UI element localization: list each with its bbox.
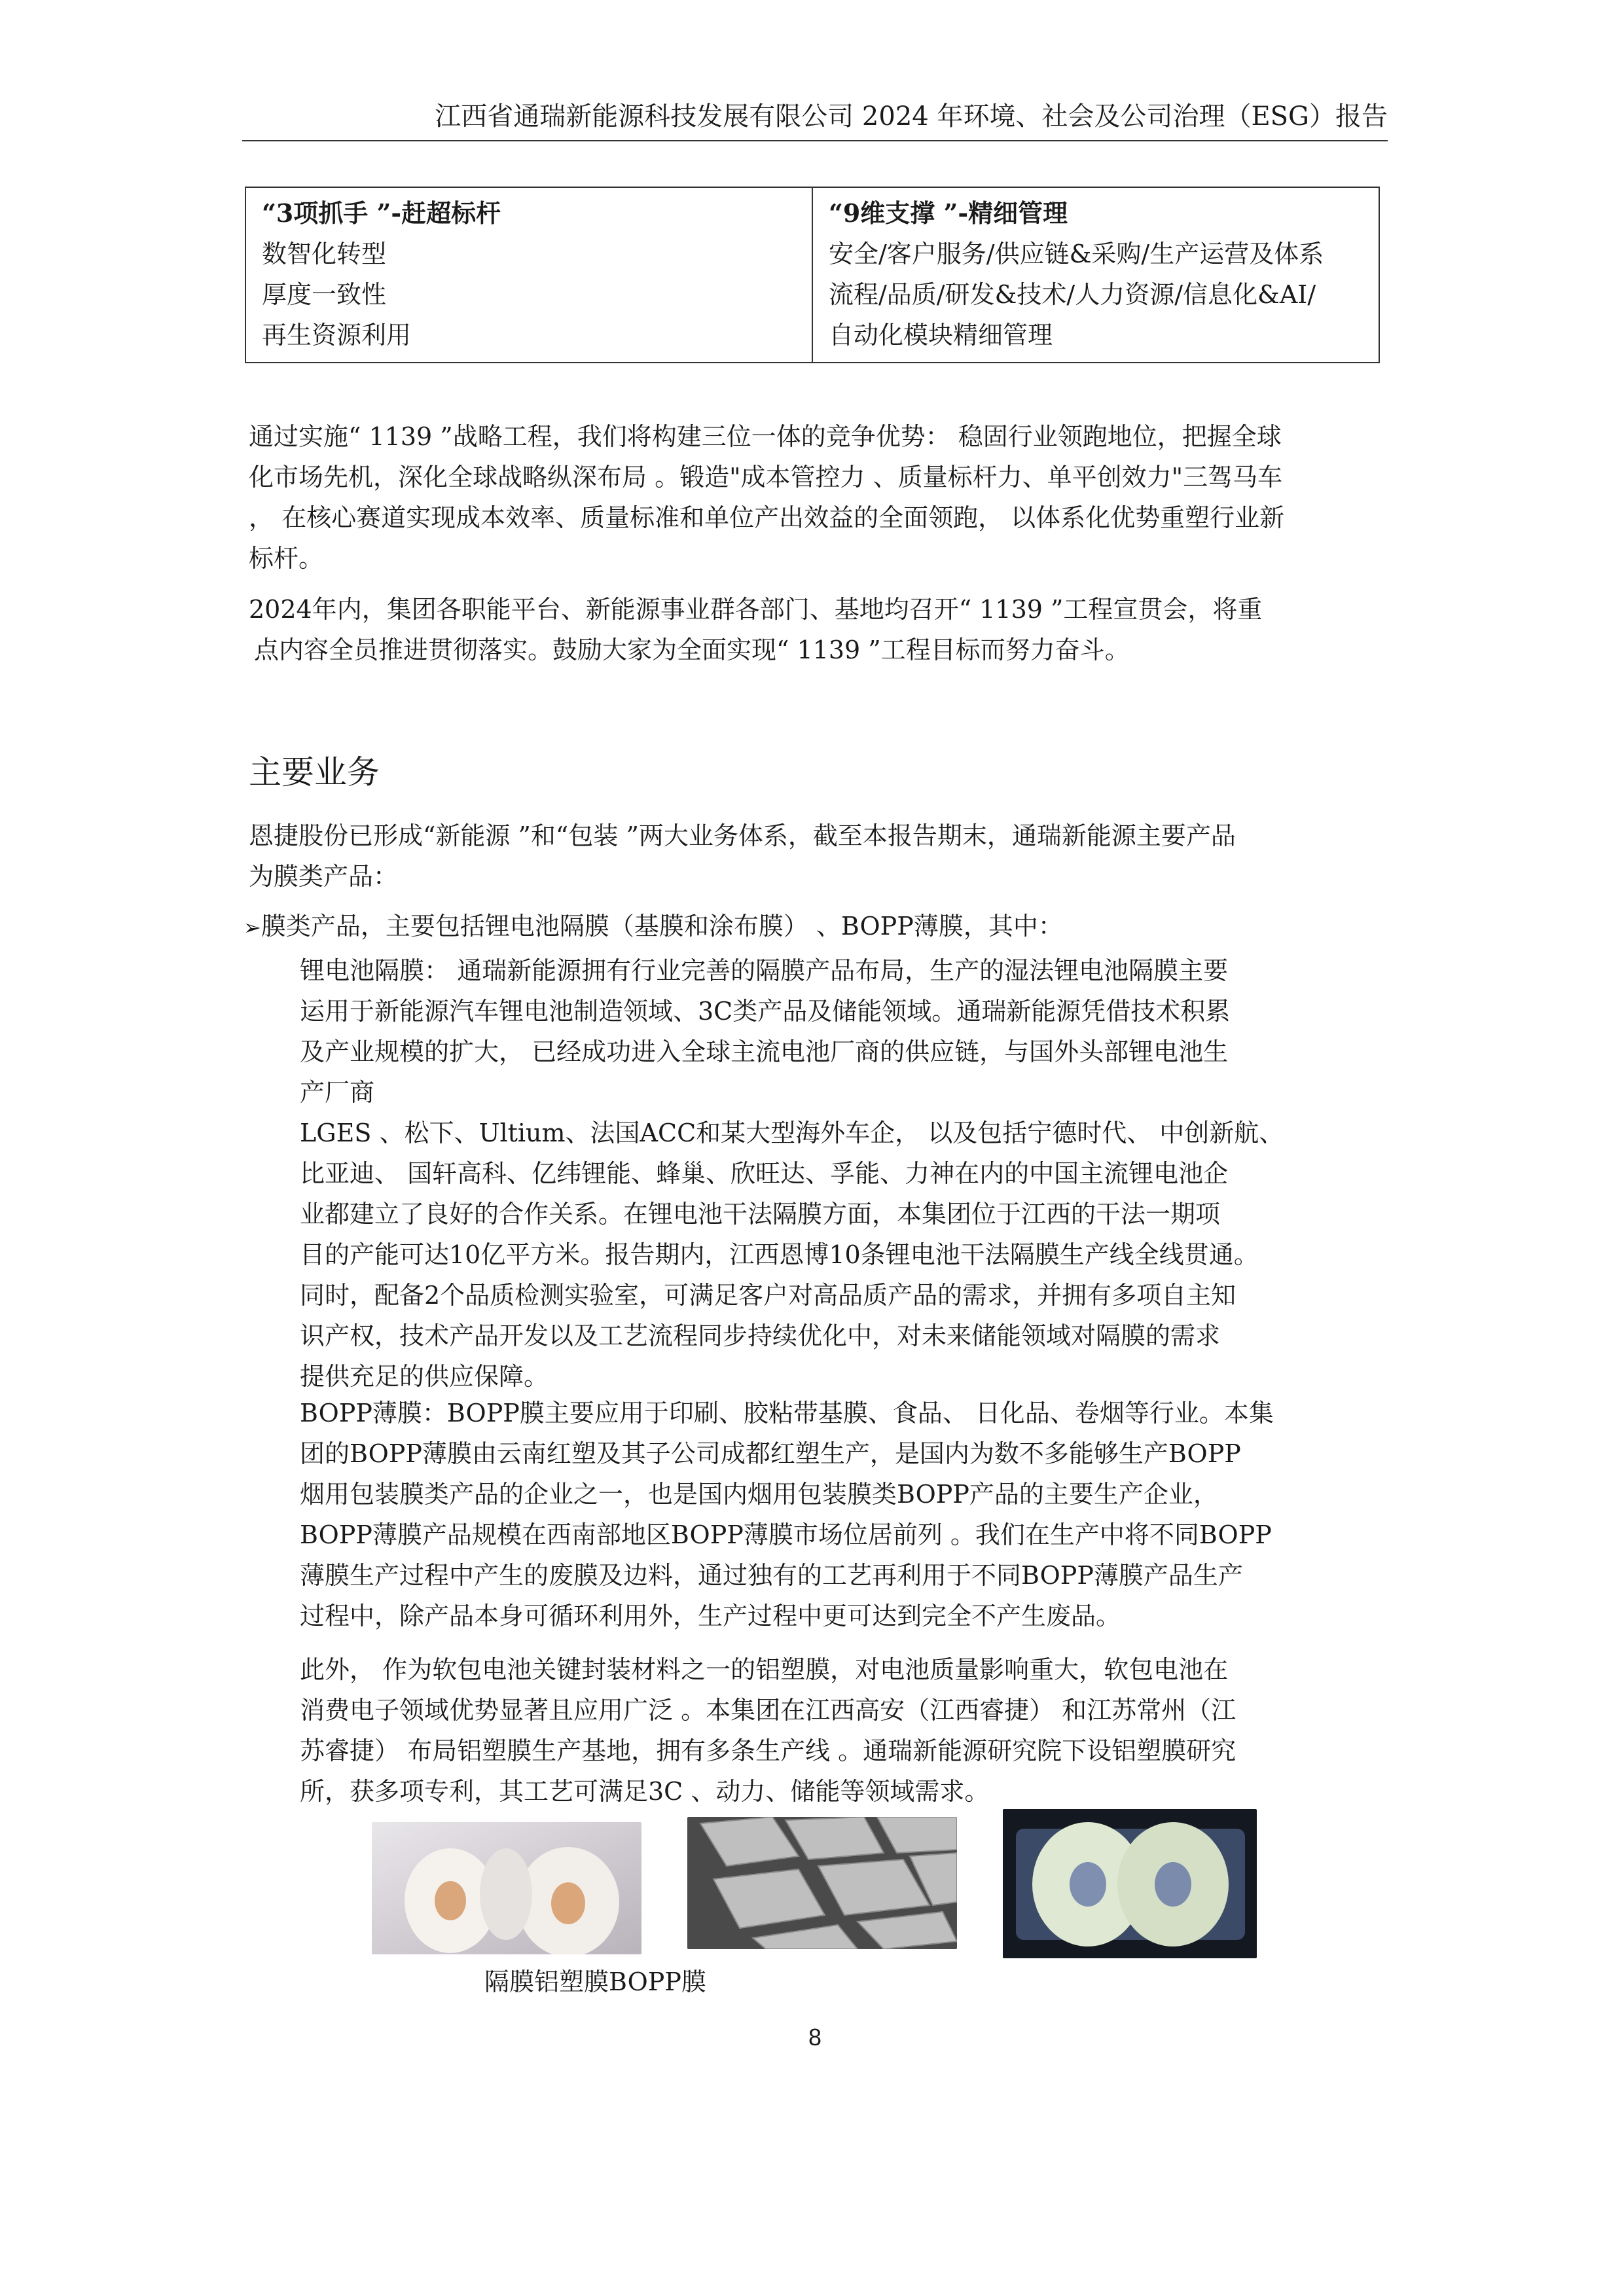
strategy-table [245,187,1380,363]
text-line: 提供充足的供应保障。 [300,1362,549,1391]
text-line: 运用于新能源汽车锂电池制造领域、3C类产品及储能领域。通瑞新能源凭借技术积累 [300,997,1231,1026]
text-line: 及产业规模的扩大， 已经成功进入全球主流电池厂商的供应链，与国外头部锂电池生 [300,1037,1229,1066]
text-line: ， 在核心赛道实现成本效率、质量标准和单位产出效益的全面领跑， 以体系化优势重塑行业新 [249,503,1285,532]
text-line: 恩捷股份已形成“新能源 ”和“包装 ”两大业务体系，截至本报告期末，通瑞新能源主要产品 [249,821,1236,850]
text-line: 所，获多项专利，其工艺可满足3C 、动力、储能等领域需求。 [300,1777,990,1806]
strategy-left-item: 再生资源利用 [262,321,412,350]
text-line: 烟用包装膜类产品的企业之一，也是国内烟用包装膜类BOPP产品的主要生产企业， [300,1480,1218,1509]
strategy-left-cell [245,187,812,363]
text-line: 业都建立了良好的合作关系。在锂电池干法隔膜方面，本集团位于江西的干法一期项 [300,1200,1221,1229]
strategy-right-line: 流程/品质/研发&技术/人力资源/信息化&AI/ [829,280,1316,309]
main-business-intro [249,816,1236,897]
text-line: 标杆。 [249,544,324,573]
text-line: 通过实施“ 1139 ”战略工程，我们将构建三位一体的竞争优势： 稳固行业领跑地位，把握全球 [249,422,1282,451]
bopp-film-photo [1003,1809,1257,1958]
text-line: 2024年内，集团各职能平台、新能源事业群各部门、基地均召开“ 1139 ”工程宣贯会，将重 [249,595,1263,624]
strategy-right-line: 安全/客户服务/供应链&采购/生产运营及体系 [829,240,1324,268]
report-header: 江西省通瑞新能源科技发展有限公司 2024 年环境、社会及公司治理（ESG）报告 [242,98,1388,141]
text-line: 团的BOPP薄膜由云南红塑及其子公司成都红塑生产，是国内为数不多能够生产BOPP [300,1439,1241,1468]
text-line: 薄膜生产过程中产生的废膜及边料，通过独有的工艺再利用于不同BOPP薄膜产品生产 [300,1561,1243,1590]
aluminum-plastic-film-photo [687,1817,957,1949]
strategy-left-heading: “3项抓手 ”-赶超标杆 [262,198,501,228]
strategy-left-item: 厚度一致性 [262,280,387,309]
arrow-bullet-icon: ➢ [244,915,261,940]
text-line: 此外， 作为软包电池关键封装材料之一的铝塑膜，对电池质量影响重大，软包电池在 [300,1655,1229,1684]
page-number: 8 [808,2024,822,2051]
text-line: 锂电池隔膜： 通瑞新能源拥有行业完善的隔膜产品布局，生产的湿法锂电池隔膜主要 [300,956,1229,985]
product-bullet [244,906,1063,948]
strategy-right-heading: “9维支撑 ”-精细管理 [829,198,1068,228]
text-line: BOPP薄膜：BOPP膜主要应用于印刷、胶粘带基膜、食品、 日化品、卷烟等行业。本集 [300,1399,1274,1427]
bopp-paragraph [300,1393,1274,1636]
separator-paragraph [300,950,1284,1397]
text-line: 产厂商 [300,1078,375,1107]
figure-caption: 隔膜铝塑膜BOPP膜 [484,1967,706,1996]
text-line: BOPP薄膜产品规模在西南部地区BOPP薄膜市场位居前列 。我们在生产中将不同BOPP [300,1520,1272,1549]
product-bullet-text: 膜类产品，主要包括锂电池隔膜（基膜和涂布膜） 、BOPP薄膜，其中： [261,912,1063,941]
text-line: 消费电子领域优势显著且应用广泛 。本集团在江西高安（江西睿捷） 和江苏常州（江 [300,1696,1236,1725]
aluminum-film-paragraph [300,1649,1236,1812]
text-line: 化市场先机，深化全球战略纵深布局 。锻造"成本管控力 、质量标杆力、单平创效力"三驾马车 [249,463,1283,492]
separator-film-photo [372,1822,641,1954]
strategy-right-line: 自动化模块精细管理 [829,321,1053,350]
text-line: 目的产能可达10亿平方米。报告期内，江西恩博10条锂电池干法隔膜生产线全线贯通。 [300,1240,1259,1269]
strategy-right-cell [812,187,1379,363]
strategy-left-item: 数智化转型 [262,240,387,268]
text-line: 过程中，除产品本身可循环利用外，生产过程中更可达到完全不产生废品。 [300,1602,1121,1630]
intro-paragraph-2 [249,589,1262,670]
text-line: 比亚迪、 国轩高科、亿纬锂能、蜂巢、欣旺达、孚能、力神在内的中国主流锂电池企 [300,1159,1229,1188]
text-line: LGES 、松下、Ultium、法国ACC和某大型海外车企， 以及包括宁德时代、 中创新航、 [300,1119,1284,1147]
text-line: 为膜类产品： [249,862,399,891]
text-line: 识产权，技术产品开发以及工艺流程同步持续优化中，对未来储能领域对隔膜的需求 [300,1321,1221,1350]
section-heading-main-business: 主要业务 [249,753,380,791]
text-line: 同时，配备2个品质检测实验室，可满足客户对高品质产品的需求，并拥有多项自主知 [300,1281,1236,1310]
text-line: 点内容全员推进贯彻落实。鼓励大家为全面实现“ 1139 ”工程目标而努力奋斗。 [254,636,1130,664]
intro-paragraph-1 [249,416,1284,579]
text-line: 苏睿捷） 布局铝塑膜生产基地，拥有多条生产线 。通瑞新能源研究院下设铝塑膜研究 [300,1736,1236,1765]
